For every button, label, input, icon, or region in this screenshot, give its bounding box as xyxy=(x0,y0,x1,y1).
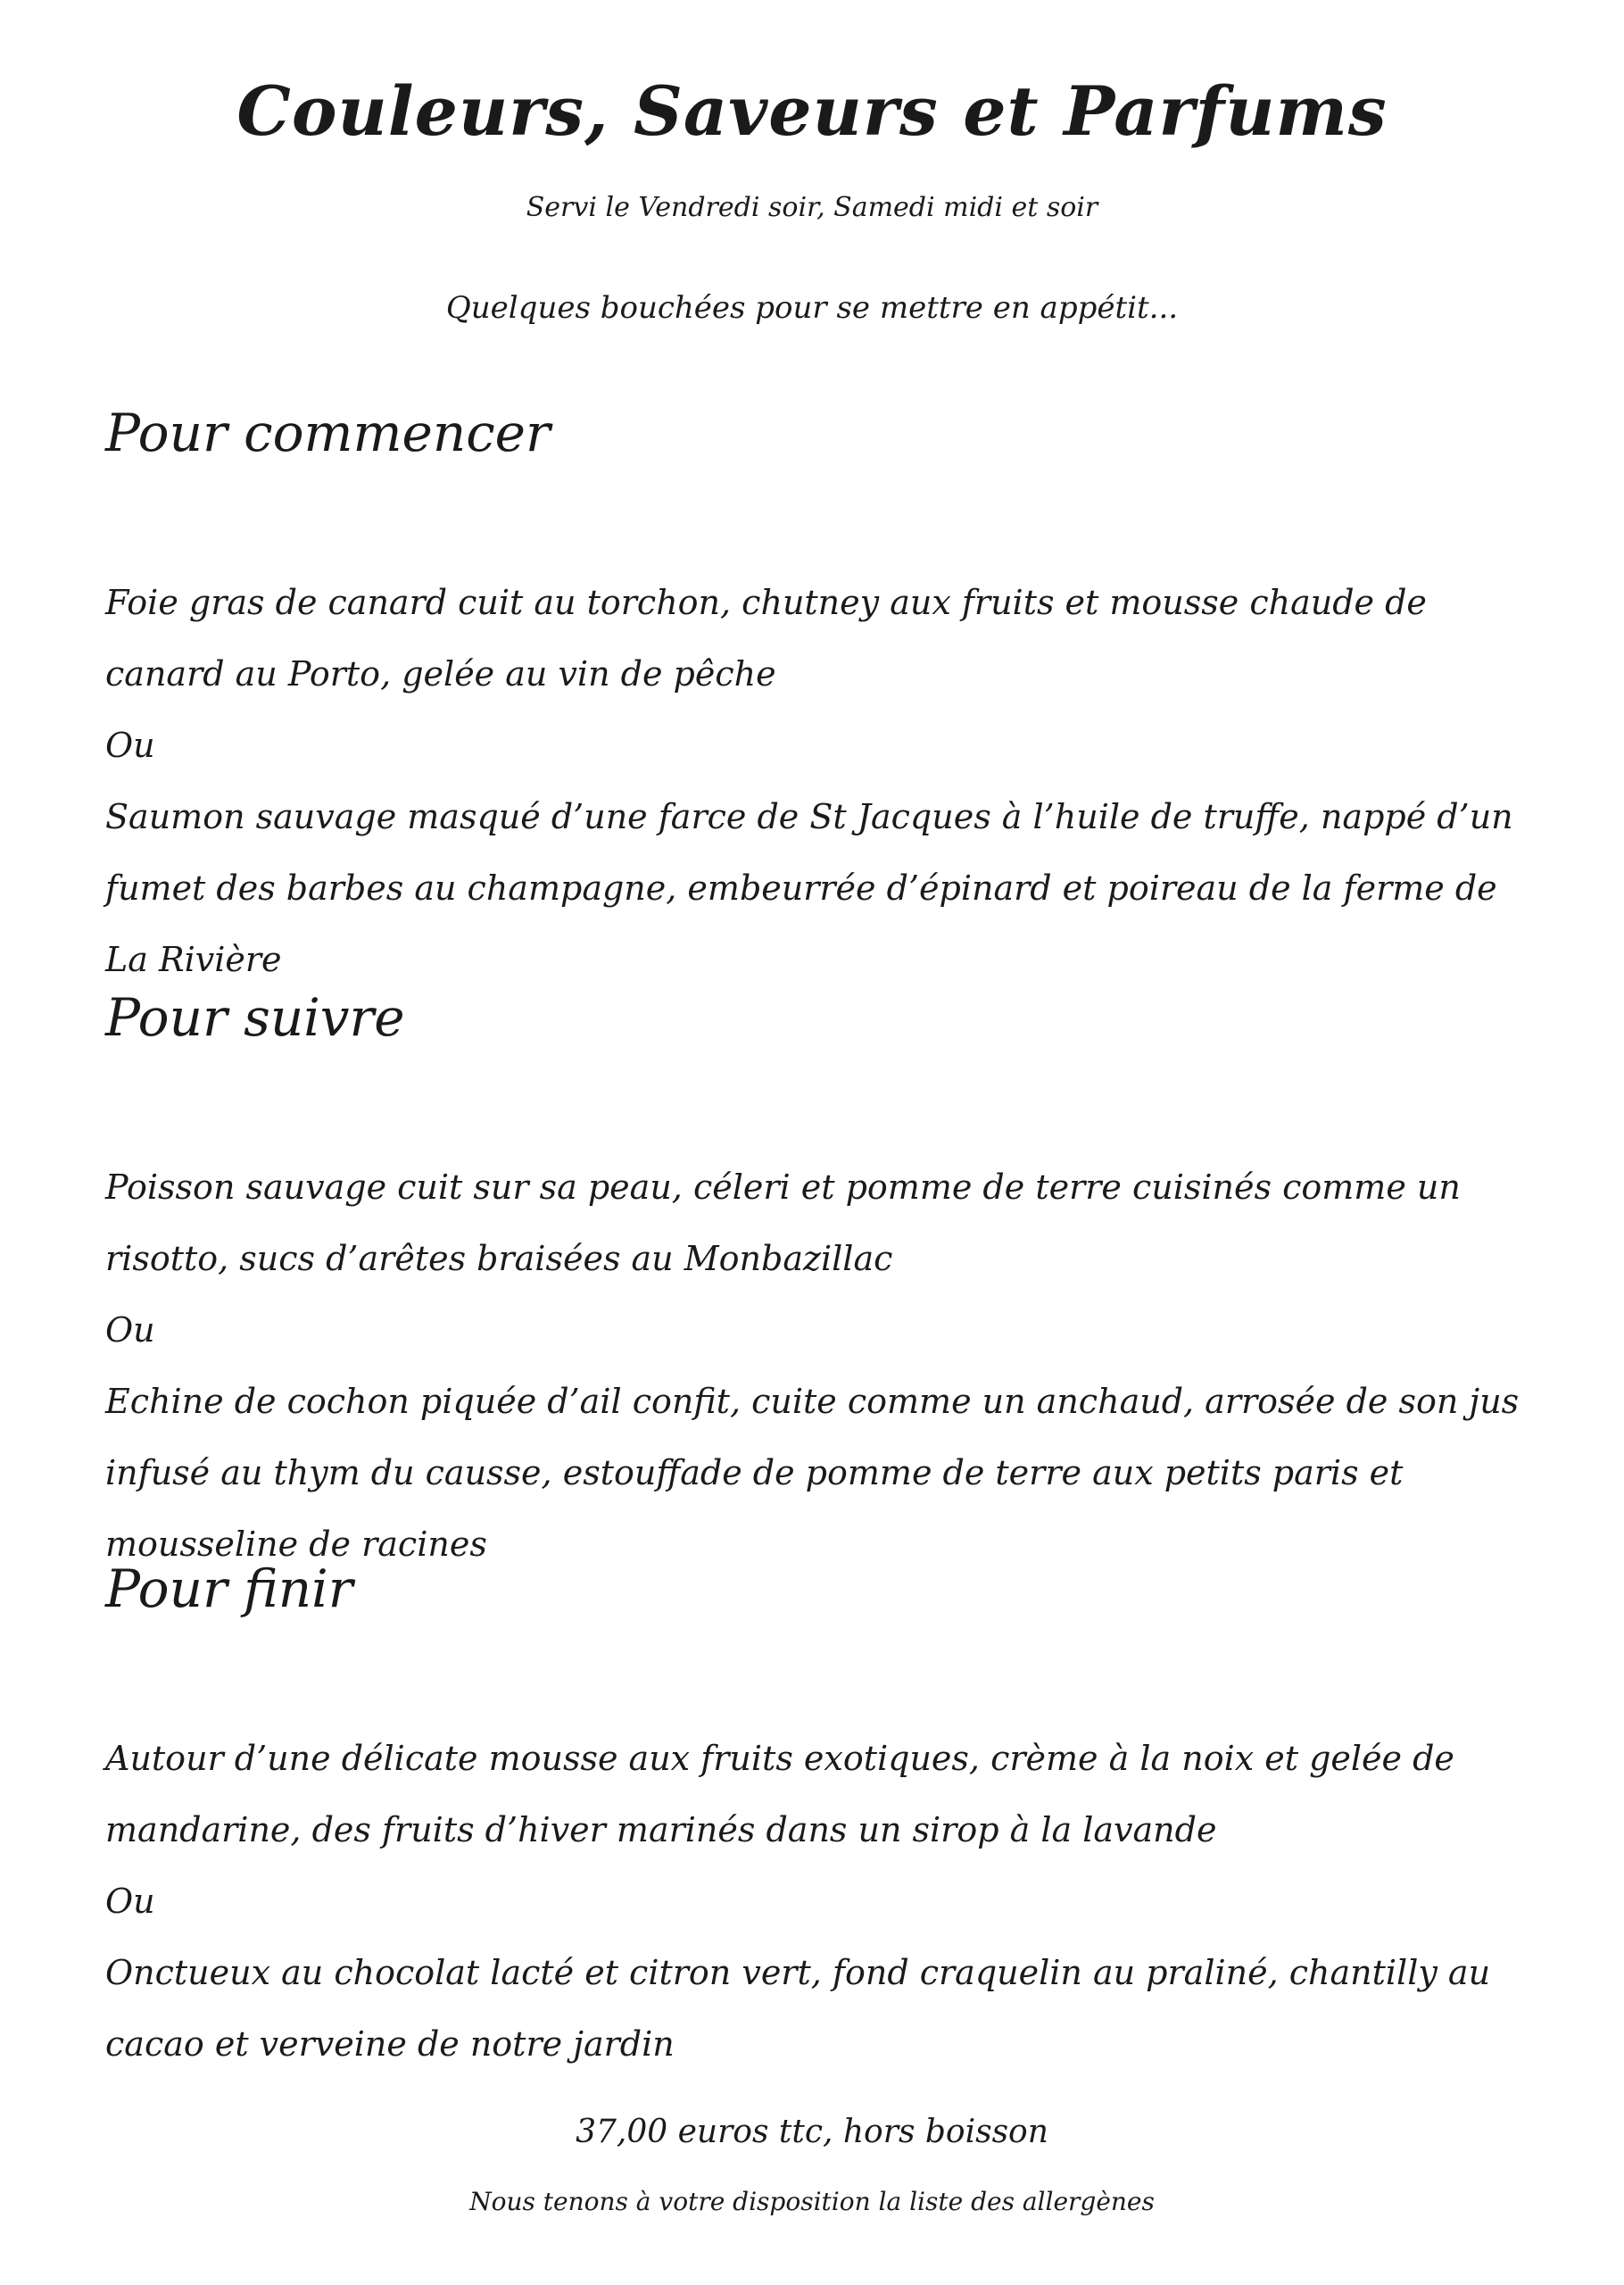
dish-option: Poisson sauvage cuit sur sa peau, céleri et pomme de terre cuisinés comme un risotto, sucs d’arêtes braisées au Monbazillac xyxy=(105,1167,1461,1278)
dish-option: Saumon sauvage masqué d’une farce de St Jacques à l’huile de truffe, nappé d’un fumet des barbes au champagne, embeurrée d’épinard et poireau de la ferme de La Rivière xyxy=(105,797,1513,979)
section-mains xyxy=(105,982,1533,1580)
or-separator: Ou xyxy=(105,1882,155,1921)
section-body xyxy=(105,567,1533,995)
menu-title: Couleurs, Saveurs et Parfums xyxy=(236,71,1388,151)
or-separator: Ou xyxy=(105,726,155,765)
allergen-note: Nous tenons à votre disposition la liste des allergènes xyxy=(469,2187,1155,2216)
section-starters xyxy=(105,397,1533,995)
dish-option: Onctueux au chocolat lacté et citron vert, fond craquelin au praliné, chantilly au cacao et verveine de notre jardin xyxy=(105,1953,1491,2064)
section-heading: Pour finir xyxy=(105,1558,353,1619)
section-heading: Pour commencer xyxy=(105,403,551,463)
dish-option: Foie gras de canard cuit au torchon, chutney aux fruits et mousse chaude de canard au Porto, gelée au vin de pêche xyxy=(105,583,1427,694)
or-separator: Ou xyxy=(105,1310,155,1350)
section-heading: Pour suivre xyxy=(105,987,405,1048)
menu-price: 37,00 euros ttc, hors boisson xyxy=(576,2114,1048,2150)
section-body xyxy=(105,1723,1533,2080)
dish-option: Autour d’une délicate mousse aux fruits exotiques, crème à la noix et gelée de mandarine, des fruits d’hiver marinés dans un sirop à la lavande xyxy=(105,1739,1454,1849)
service-times: Servi le Vendredi soir, Samedi midi et soir xyxy=(526,192,1098,223)
section-desserts xyxy=(105,1553,1533,2080)
appetizer-note: Quelques bouchées pour se mettre en appétit... xyxy=(445,290,1179,326)
section-body xyxy=(105,1151,1533,1580)
dish-option: Echine de cochon piquée d’ail confit, cuite comme un anchaud, arrosée de son jus infusé au thym du causse, estouffade de pomme de terre aux petits paris et mousseline de racines xyxy=(105,1382,1520,1564)
